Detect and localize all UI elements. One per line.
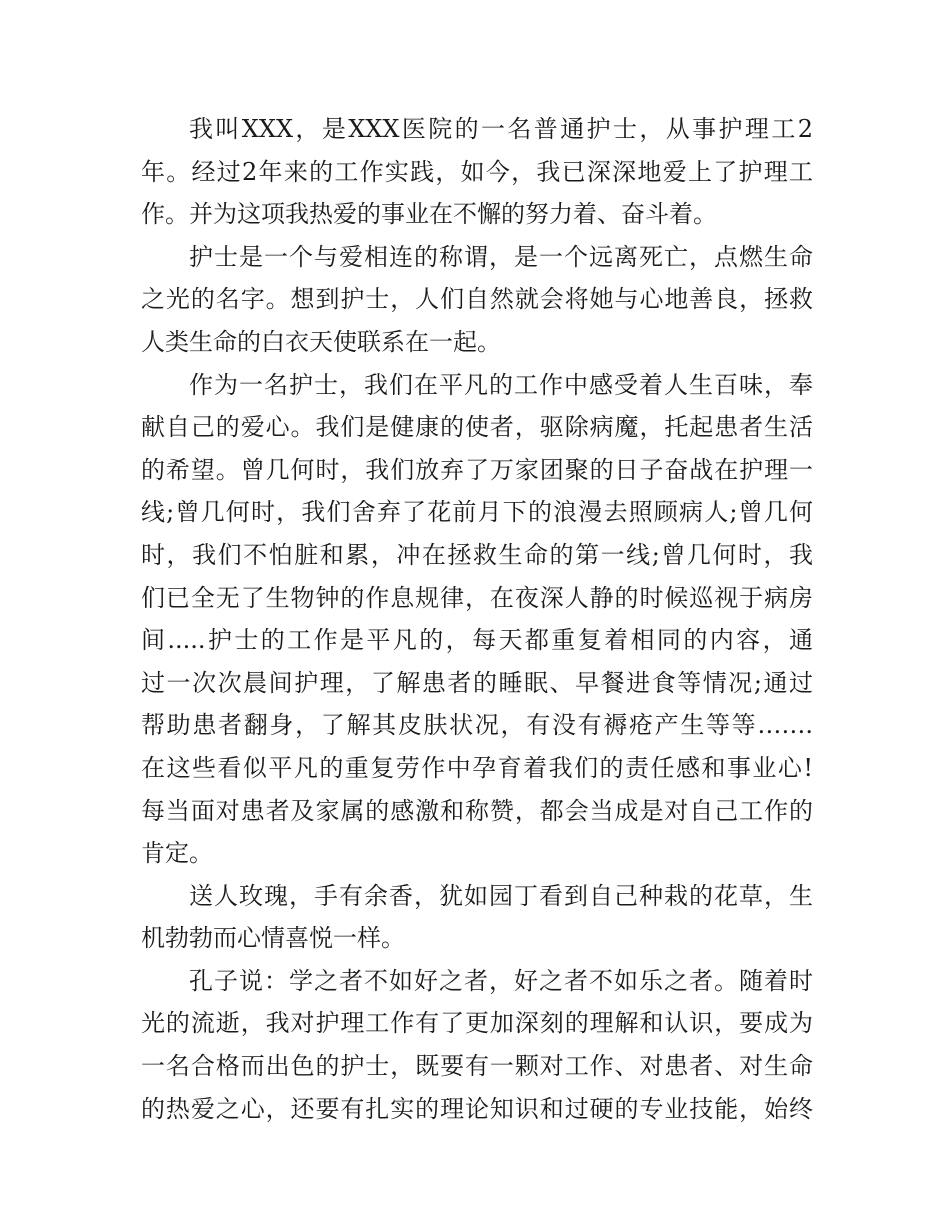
text-line: 间.....护士的工作是平凡的，每天都重复着相同的内容，通 [141, 626, 813, 655]
text-line: 帮助患者翻身，了解其皮肤状况，有没有褥疮产生等等……. [141, 711, 813, 740]
document-body [141, 108, 813, 1130]
text-line: 人类生命的白衣天使联系在一起。 [141, 327, 501, 356]
text-line: 机勃勃而心情喜悦一样。 [141, 924, 405, 953]
text-line: 肯定。 [141, 839, 213, 868]
text-line: 送人玫瑰，手有余香，犹如园丁看到自己种栽的花草，生 [189, 881, 813, 910]
text-line: 孔子说：学之者不如好之者，好之者不如乐之者。随着时 [189, 966, 813, 995]
text-line: 每当面对患者及家属的感激和称赞，都会当成是对自己工作的 [141, 796, 813, 825]
text-line: 护士是一个与爱相连的称谓，是一个远离死亡，点燃生命 [189, 242, 813, 271]
text-line: 时，我们不怕脏和累，冲在拯救生命的第一线;曾几何时，我 [141, 540, 813, 569]
paragraph [141, 960, 813, 1130]
text-line: 光的流逝，我对护理工作有了更加深刻的理解和认识，要成为 [141, 1009, 813, 1038]
paragraph [141, 236, 813, 364]
text-line: 一名合格而出色的护士，既要有一颗对工作、对患者、对生命 [141, 1052, 813, 1081]
paragraph [141, 875, 813, 960]
text-line: 的希望。曾几何时，我们放弃了万家团聚的日子奋战在护理一 [141, 455, 813, 484]
text-line: 在这些看似平凡的重复劳作中孕育着我们的责任感和事业心! [141, 753, 813, 782]
text-line: 献自己的爱心。我们是健康的使者，驱除病魔，托起患者生活 [141, 413, 813, 442]
text-line: 我叫XXX，是XXX医院的一名普通护士，从事护理工2 [189, 115, 813, 143]
text-line: 作。并为这项我热爱的事业在不懈的努力着、奋斗着。 [141, 200, 717, 229]
text-line: 之光的名字。想到护士，人们自然就会将她与心地善良，拯救 [141, 285, 813, 314]
paragraph [141, 364, 813, 875]
text-line: 作为一名护士，我们在平凡的工作中感受着人生百味，奉 [189, 370, 813, 399]
paragraph [141, 108, 813, 236]
text-line: 过一次次晨间护理，了解患者的睡眠、早餐进食等情况;通过 [141, 668, 813, 697]
text-line: 的热爱之心，还要有扎实的理论知识和过硬的专业技能，始终 [141, 1094, 813, 1123]
text-line: 线;曾几何时，我们舍弃了花前月下的浪漫去照顾病人;曾几何 [141, 498, 813, 527]
text-line: 们已全无了生物钟的作息规律，在夜深人静的时候巡视于病房 [141, 583, 813, 612]
text-line: 年。经过2年来的工作实践，如今，我已深深地爱上了护理工 [141, 157, 813, 186]
